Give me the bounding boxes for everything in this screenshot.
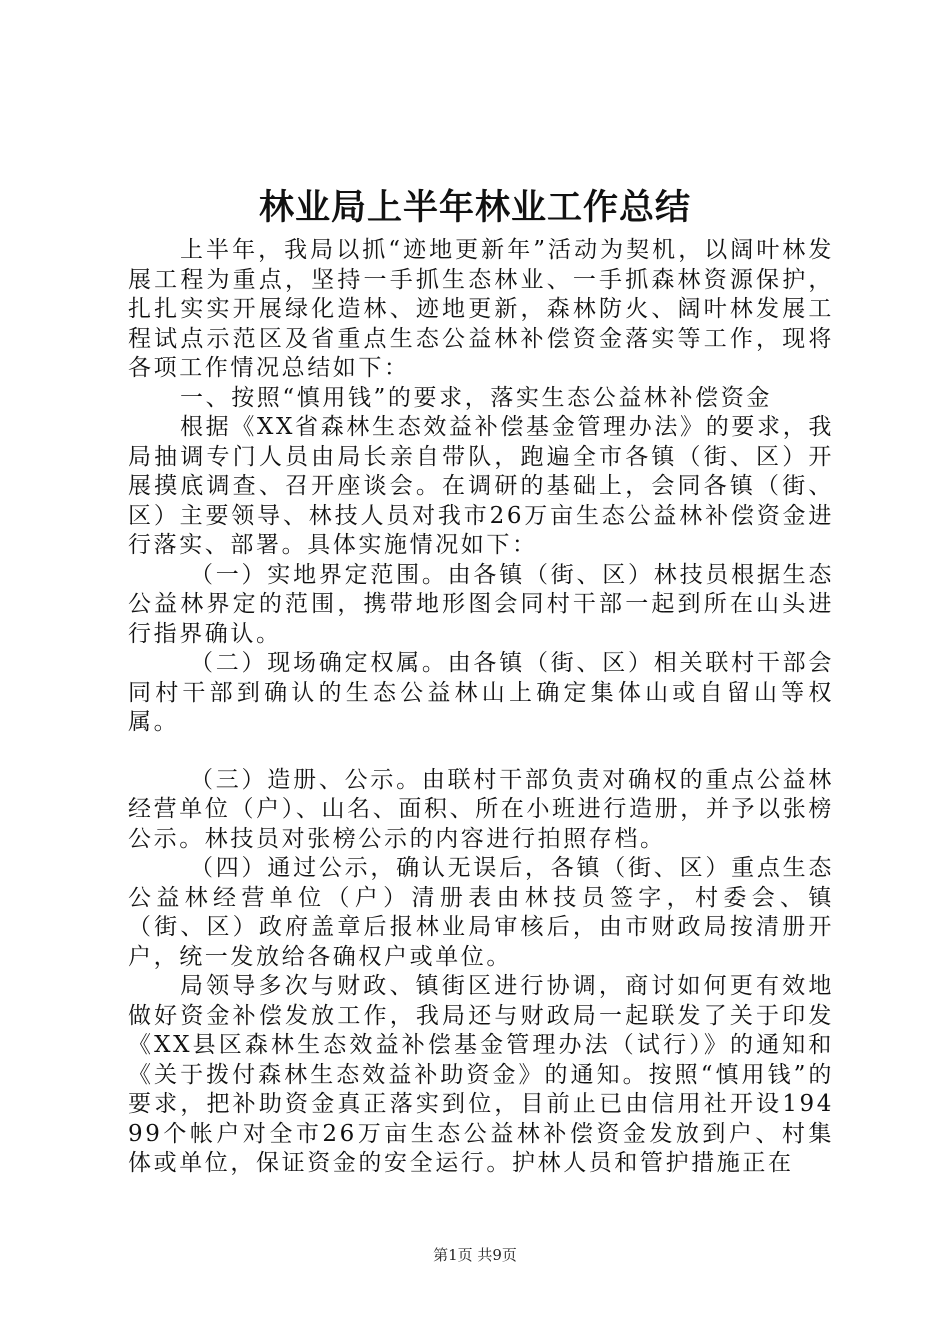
list-item-3: （三）造册、公示。由联村干部负责对确权的重点公益林经营单位（户）、山名、面积、所在小班进行造册，并予以张榜公示。林技员对张榜公示的内容进行拍照存档。	[128, 766, 834, 852]
list-item-2: （二）现场确定权属。由各镇（街、区）相关联村干部会同村干部到确认的生态公益林山上确定集体山或自留山等权属。	[128, 650, 834, 735]
document-body	[128, 236, 834, 1179]
body-paragraph: 根据《XX省森林生态效益补偿基金管理办法》的要求，我局抽调专门人员由局长亲自带队，跑遍全市各镇（街、区）开展摸底调查、召开座谈会。在调研的基础上，会同各镇（街、区）主要领导、林技人员对我市26万亩生态公益林补偿资金进行落实、部署。具体实施情况如下：	[128, 414, 834, 558]
document-title: 林业局上半年林业工作总结	[258, 188, 691, 228]
body-paragraph: 局领导多次与财政、镇街区进行协调，商讨如何更有效地做好资金补偿发放工作，我局还与财政局一起联发了关于印发《XX县区森林生态效益补偿基金管理办法（试行）》的通知和《关于拨付森林生态效益补助资金》的通知。按照“慎用钱”的要求，把补助资金真正落实到位，目前止已由信用社开设19499个帐户对全市26万亩生态公益林补偿资金发放到户、村集体或单位，保证资金的安全运行。护林人员和管护措施正在	[128, 973, 834, 1176]
intro-paragraph: 上半年，我局以抓“迹地更新年”活动为契机，以阔叶林发展工程为重点，坚持一手抓生态林业、一手抓森林资源保护，扎扎实实开展绿化造林、迹地更新，森林防火、阔叶林发展工程试点示范区及省重点生态公益林补偿资金落实等工作，现将各项工作情况总结如下：	[128, 237, 834, 381]
list-item-4: （四）通过公示，确认无误后，各镇（街、区）重点生态公益林经营单位（户）清册表由林技员签字，村委会、镇（街、区）政府盖章后报林业局审核后，由市财政局按清册开户，统一发放给各确权户或单位。	[128, 855, 834, 970]
section-heading: 一、按照“慎用钱”的要求，落实生态公益林补偿资金	[180, 384, 772, 411]
list-item-1: （一）实地界定范围。由各镇（街、区）林技员根据生态公益林界定的范围，携带地形图会同村干部一起到所在山头进行指界确认。	[128, 561, 834, 647]
page-footer: 第1页 共9页	[433, 1246, 517, 1264]
